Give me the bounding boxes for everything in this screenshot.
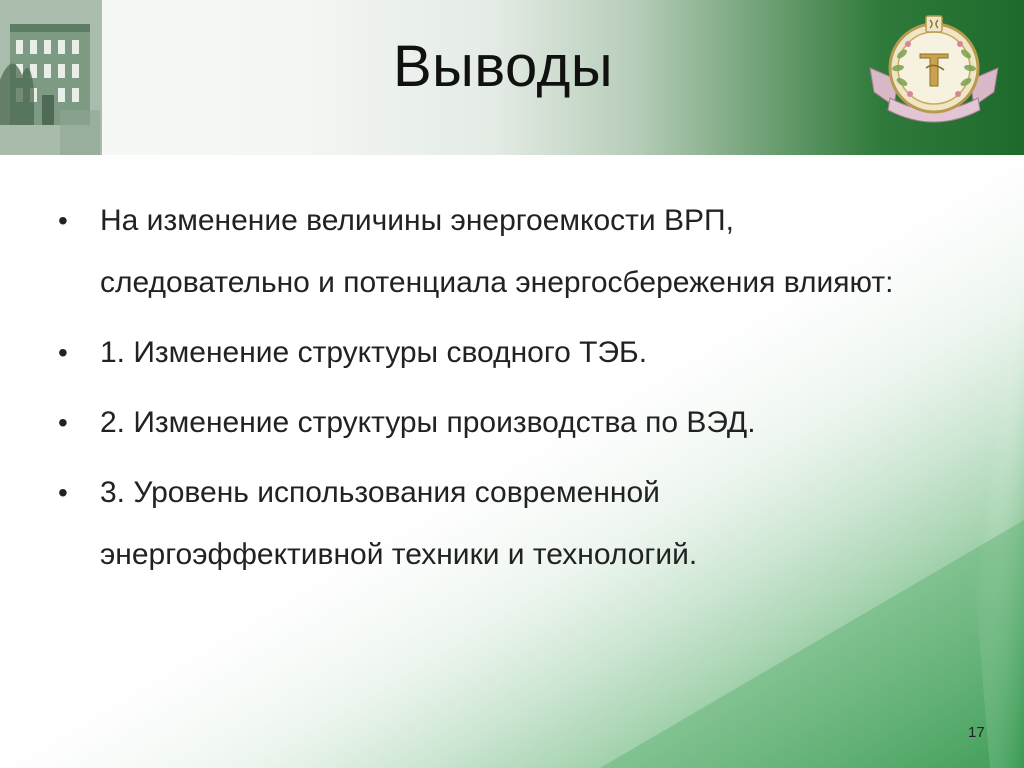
bullet-item	[54, 392, 934, 454]
bullet-text: На изменение величины энергоемкости ВРП, следовательно и потенциала энергосбережения влияют:	[100, 204, 894, 299]
slide-content	[54, 190, 934, 594]
bullet-item	[54, 190, 934, 314]
bullet-text: 1. Изменение структуры сводного ТЭБ.	[100, 336, 648, 369]
header-band	[0, 0, 1024, 155]
university-emblem	[868, 10, 1000, 138]
bullet-text: 2. Изменение структуры производства по ВЭД.	[100, 406, 756, 439]
university-building-photo	[0, 0, 102, 155]
bullet-dot-icon: •	[58, 337, 68, 368]
bullet-dot-icon: •	[58, 407, 68, 438]
page-number: 17	[968, 724, 985, 741]
bullet-item	[54, 462, 934, 586]
bullet-dot-icon: •	[58, 205, 68, 236]
bullet-text: 3. Уровень использования современной энергоэффективной техники и технологий.	[100, 476, 698, 571]
bullet-list	[54, 190, 934, 586]
bullet-dot-icon: •	[58, 477, 68, 508]
bullet-item	[54, 322, 934, 384]
slide-title: Выводы	[393, 34, 614, 99]
